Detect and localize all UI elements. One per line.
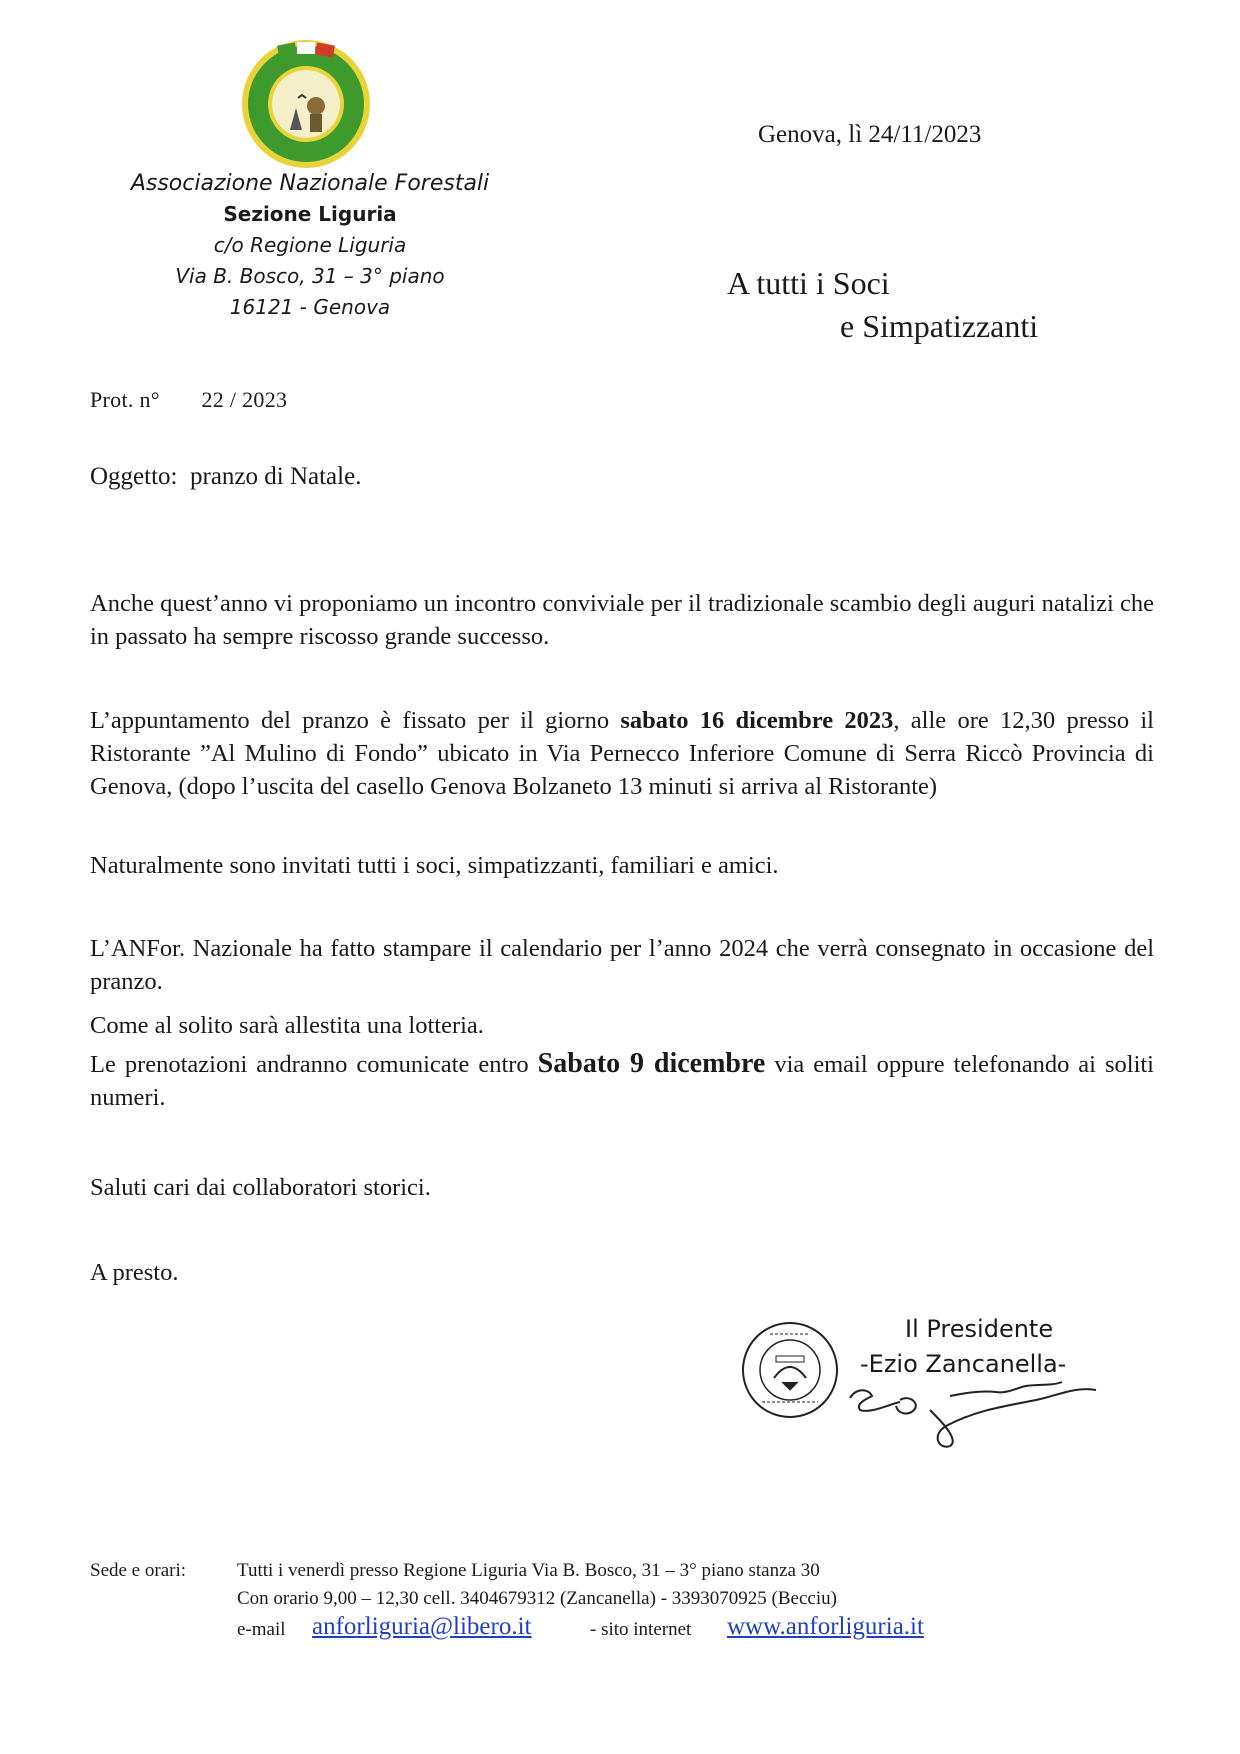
association-logo bbox=[240, 38, 372, 170]
footer-contacts-line: Con orario 9,00 – 12,30 cell. 3404679312 (Zancanella) - 3393070925 (Becciu) bbox=[237, 1588, 837, 1609]
appointment-details: , alle ore 12,30 presso il Ristorante ”Al Mulino di Fondo” ubicato in Via Pernecco Inferiore Comune di Serra Riccò Provincia di Genova, (dopo l’uscita del casello Genova Bolzaneto 13 minuti si arriva al Ristorante) bbox=[90, 707, 1154, 800]
footer-email-label: e-mail bbox=[237, 1619, 286, 1640]
association-stamp bbox=[740, 1320, 840, 1420]
recipient-line-2: e Simpatizzanti bbox=[840, 308, 1039, 344]
footer-hours-line: Tutti i venerdì presso Regione Liguria Via B. Bosco, 31 – 3° piano stanza 30 bbox=[237, 1560, 820, 1581]
organization-street: Via B. Bosco, 31 – 3° piano bbox=[175, 264, 445, 288]
footer-website-link[interactable]: www.anforliguria.it bbox=[727, 1613, 924, 1640]
recipient-line-1: A tutti i Soci bbox=[727, 265, 890, 301]
organization-section: Sezione Liguria bbox=[223, 202, 397, 226]
paragraph-booking bbox=[90, 1047, 1154, 1114]
organization-name: Associazione Nazionale Forestali bbox=[130, 171, 490, 196]
booking-text: Le prenotazioni andranno comunicate entro bbox=[90, 1051, 538, 1078]
appointment-text: L’appuntamento del pranzo è fissato per il giorno bbox=[90, 707, 621, 734]
booking-deadline: Sabato 9 dicembre bbox=[537, 1048, 766, 1079]
organization-address bbox=[100, 168, 520, 323]
signature-name: -Ezio Zancanella- bbox=[860, 1350, 1067, 1378]
booking-details: via email oppure telefonando ai soliti numeri. bbox=[90, 1051, 1154, 1111]
footer-site-label: - sito internet bbox=[590, 1619, 692, 1640]
protocol-label: Prot. n° bbox=[90, 387, 160, 412]
letter-date: Genova, lì 24/11/2023 bbox=[758, 121, 982, 148]
paragraph-intro: Anche quest’anno vi proponiamo un incontro conviviale per il tradizionale scambio degli auguri natalizi che in passato ha sempre riscosso grande successo. bbox=[90, 590, 1154, 650]
organization-city: 16121 - Genova bbox=[229, 295, 391, 319]
paragraph-lottery: Come al solito sarà allestita una lotteria. bbox=[90, 1012, 484, 1039]
paragraph-greetings: Saluti cari dai collaboratori storici. bbox=[90, 1174, 431, 1201]
subject-text: pranzo di Natale. bbox=[190, 463, 362, 490]
paragraph-calendar: L’ANFor. Nazionale ha fatto stampare il calendario per l’anno 2024 che verrà consegnato in occasione del pranzo. bbox=[90, 935, 1154, 995]
organization-care-of: c/o Regione Liguria bbox=[213, 233, 407, 257]
paragraph-closing: A presto. bbox=[90, 1259, 179, 1286]
footer-label: Sede e orari: bbox=[90, 1560, 187, 1581]
subject-line bbox=[90, 463, 361, 491]
paragraph-appointment bbox=[90, 704, 1154, 803]
signature-title: Il Presidente bbox=[905, 1315, 1054, 1343]
protocol-value: 22 / 2023 bbox=[201, 387, 288, 412]
footer-email-link[interactable]: anforliguria@libero.it bbox=[312, 1613, 532, 1640]
paragraph-invitation: Naturalmente sono invitati tutti i soci, simpatizzanti, familiari e amici. bbox=[90, 852, 779, 879]
handwritten-signature bbox=[840, 1360, 1120, 1450]
protocol-number bbox=[90, 387, 287, 413]
subject-label: Oggetto: bbox=[90, 463, 178, 490]
appointment-date: sabato 16 dicembre 2023 bbox=[620, 707, 894, 734]
